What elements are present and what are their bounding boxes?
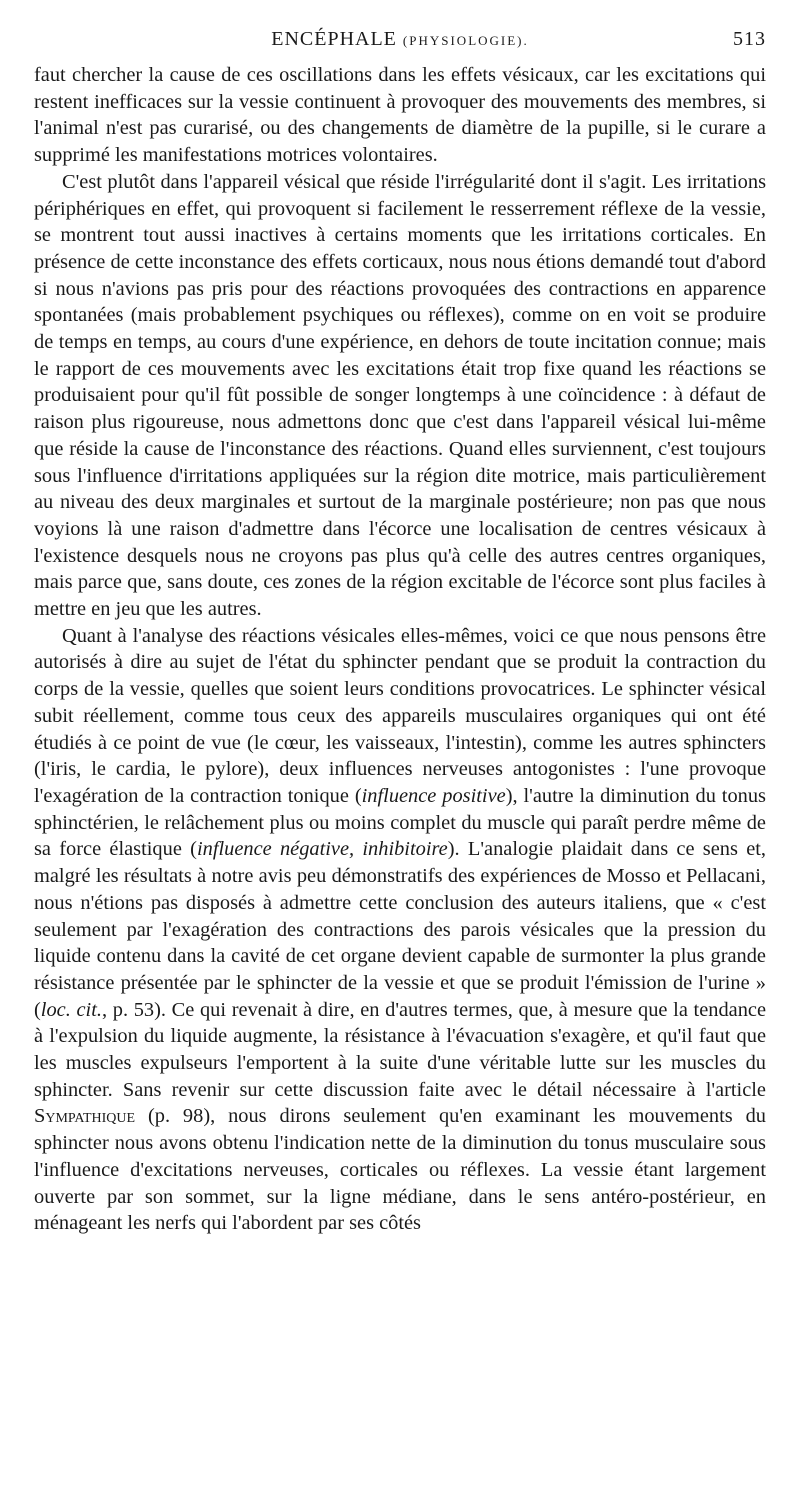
paragraph-3-part-1: Quant à l'analyse des réactions vésicales elles-mêmes, voici ce que nous pensons être autorisés à dire au sujet de l'état du sphincter pendant que se produit la contraction du corps de la vessie, quelles que soient leurs conditions provocatrices. Le sphincter vésical subit réellement, comme tous ceux des appareils musculaires organiques qui ont été étudiés à ce point de vue (le cœur, les vaisseaux, l'intestin), comme les autres sphincters (l'iris, le cardia, le pylore), deux influences nerveuses antogonistes : l'une provoque l'exagération de la contraction tonique ( — [34, 624, 766, 807]
header-title-line — [34, 28, 766, 51]
scan-artifact-marks — [34, 1466, 766, 1470]
paragraph-3-part-5: (p. 98), nous dirons seulement qu'en examinant les mouvements du sphincter nous avons obtenu l'indication nette de la diminution du tonus musculaire sous l'influence d'excitations nerveuses, corticales ou réflexes. La vessie étant largement ouverte par son sommet, sur la ligne médiane, dans le sens antéro-postérieur, en ménageant les nerfs qui l'abordent par ses côtés — [34, 1105, 766, 1235]
small-caps-sympathique: Sympathique — [34, 1105, 136, 1128]
italic-influence-positive: influence positive — [361, 784, 506, 807]
header-title: ENCÉPHALE — [271, 28, 397, 50]
paragraph-1: faut chercher la cause de ces oscillations dans les effets vésicaux, car les excitations qui restent inefficaces sur la vessie continuent à provoquer des mouvements des membres, si l'animal n'est pas curarisé, ou des changements de diamètre de la pupille, si le curare a supprimé les manifestations motrices volontaires. — [34, 64, 766, 167]
italic-influence-negative: influence négative, inhibitoire — [196, 838, 448, 861]
paragraph-3-part-4: , p. 53). Ce qui revenait à dire, en d'autres termes, que, à mesure que la tendance à l'expulsion du liquide augmente, la résistance à l'évacuation s'exagère, et qu'il faut que les muscles expulseurs l'emportent à la suite d'une véritable lutte sur les muscles du sphincter. Sans revenir sur cette discussion faite avec le détail nécessaire à l'article — [34, 998, 766, 1101]
italic-loc-cit: loc. cit. — [40, 998, 102, 1021]
paragraph-3-part-3: ). L'analogie plaidait dans ce sens et, malgré les résultats à notre avis peu démonstratifs des expériences de Mosso et Pellacani, nous n'étions pas disposés à admettre cette conclusion des auteurs italiens, que « c'est seulement par l'exagération des contractions des parois vésicales que la pression du liquide contenu dans la cavité de cet organe devient capable de surmonter la plus grande résistance présentée par le sphincter de la vessie et que se produit l'émission de l'urine » ( — [34, 838, 767, 1021]
paragraph-3-part-2: ), l'autre la diminution du tonus sphinctérien, le relâchement plus ou moins complet du muscle qui paraît perdre même de sa force élastique ( — [34, 784, 766, 861]
page-number: 513 — [733, 28, 766, 50]
running-header — [34, 28, 766, 56]
paragraph-2: C'est plutôt dans l'appareil vésical que réside l'irrégularité dont il s'agit. Les irritations périphériques en effet, qui provoquent si facilement le resserrement réflexe de la vessie, se montrent tout aussi inactives à certains moments que les irritations corticales. En présence de cette inconstance des effets corticaux, nous nous étions demandé tout d'abord si nous n'avions pas pris pour des réactions provoquées des contractions en apparence spontanées (mais probablement psychiques ou réflexes), comme on en voit se produire de temps en temps, au cours d'une expérience, en dehors de toute incitation connue; mais le rapport de ces mouvements avec les excitations était trop fixe quand les réactions se produisaient pour qu'il fût possible de songer longtemps à une coïncidence : à défaut de raison plus rigoureuse, nous admettons donc que c'est dans l'appareil vésical lui-même que réside la cause de l'inconstance des réactions. Quand elles surviennent, c'est toujours sous l'influence d'irritations appliquées sur la région dite motrice, mais particulièrement au niveau des deux marginales et surtout de la marginale postérieure; non pas que nous voyions là une raison d'admettre dans l'écorce une localisation de centres vésicaux à l'existence desquels nous ne croyons pas plus qu'à celle des autres centres organiques, mais parce que, sans doute, ces zones de la région excitable de l'écorce sont plus faciles à mettre en jeu que les autres. — [34, 170, 766, 621]
paragraph-3 — [34, 623, 766, 1237]
body-text — [34, 62, 766, 1237]
header-subtitle: (PHYSIOLOGIE). — [402, 33, 529, 48]
